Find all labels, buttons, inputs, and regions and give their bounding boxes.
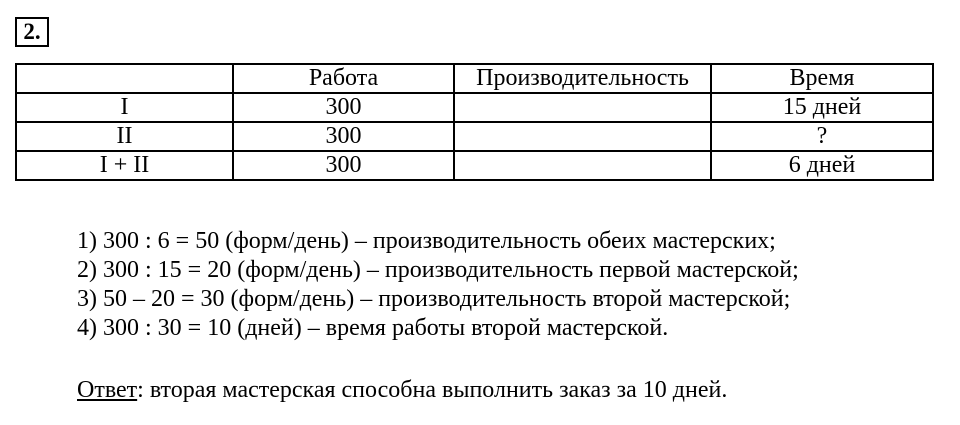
table-row — [16, 93, 933, 122]
table-header-cell: Производительность — [454, 64, 711, 93]
table-cell: 300 — [233, 151, 454, 180]
solution-step: 1) 300 : 6 = 50 (форм/день) – производительность обеих мастерских; — [77, 228, 776, 254]
solution-step: 2) 300 : 15 = 20 (форм/день) – производительность первой мастерской; — [77, 257, 799, 283]
table-cell: 6 дней — [711, 151, 933, 180]
answer-label: Ответ — [77, 377, 138, 403]
answer-text: : вторая мастерская способна выполнить заказ за 10 дней. — [137, 377, 728, 403]
solution-steps — [77, 227, 799, 343]
table-cell — [454, 151, 711, 180]
table-row — [16, 151, 933, 180]
table-cell: I — [16, 93, 233, 122]
table-cell — [454, 122, 711, 151]
solution-step: 3) 50 – 20 = 30 (форм/день) – производительность второй мастерской; — [77, 286, 791, 312]
table-header-cell: Работа — [233, 64, 454, 93]
answer-line — [77, 376, 727, 405]
task-number: 2. — [15, 17, 49, 47]
data-table — [15, 63, 934, 181]
table-cell: ? — [711, 122, 933, 151]
table-cell: II — [16, 122, 233, 151]
table-header-cell — [16, 64, 233, 93]
table-header-cell: Время — [711, 64, 933, 93]
table-cell: I + II — [16, 151, 233, 180]
table-row — [16, 122, 933, 151]
table-cell: 300 — [233, 93, 454, 122]
table-cell: 15 дней — [711, 93, 933, 122]
table-cell: 300 — [233, 122, 454, 151]
table-cell — [454, 93, 711, 122]
solution-step: 4) 300 : 30 = 10 (дней) – время работы второй мастерской. — [77, 315, 669, 341]
table-header-row — [16, 64, 933, 93]
